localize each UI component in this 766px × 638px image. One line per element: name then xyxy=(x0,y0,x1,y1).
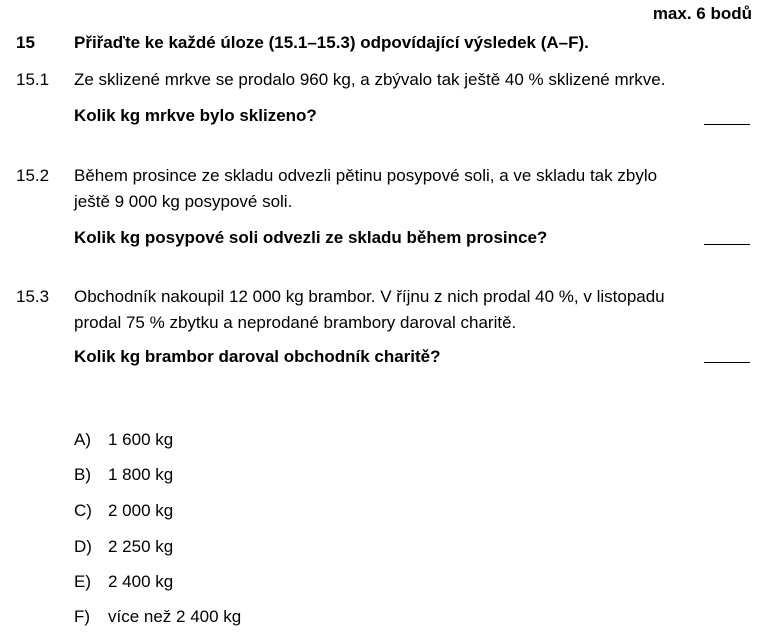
option-letter: E) xyxy=(74,572,91,591)
problem-text-line: Ze sklizené mrkve se prodalo 960 kg, a zbývalo tak ještě 40 % sklizené mrkve. xyxy=(74,70,666,89)
option-letter: C) xyxy=(74,501,92,520)
problem-text-line: ještě 9 000 kg posypové soli. xyxy=(74,192,293,211)
task-instruction: Přiřaďte ke každé úloze (15.1–15.3) odpovídající výsledek (A–F). xyxy=(74,33,589,52)
problem-number: 15.1 xyxy=(16,70,50,89)
option-value: 1 800 kg xyxy=(108,465,174,484)
option-letter: B) xyxy=(74,465,91,484)
option-value: 2 400 kg xyxy=(108,572,174,591)
option-value: více než 2 400 kg xyxy=(108,607,242,626)
option-letter: D) xyxy=(74,537,92,556)
option-value: 1 600 kg xyxy=(108,430,174,449)
problem-question: Kolik kg brambor daroval obchodník charitě? xyxy=(74,347,441,366)
task-number: 15 xyxy=(16,33,35,52)
option-letter: F) xyxy=(74,607,91,626)
problem-question: Kolik kg mrkve bylo sklizeno? xyxy=(74,106,317,125)
max-points-label: max. 6 bodů xyxy=(652,4,752,23)
option-value: 2 250 kg xyxy=(108,537,174,556)
option-letter: A) xyxy=(74,430,91,449)
problem-text-line: Během prosince ze skladu odvezli pětinu posypové soli, a ve skladu tak zbylo xyxy=(74,166,658,185)
answer-blank[interactable] xyxy=(704,244,750,245)
answer-blank[interactable] xyxy=(704,362,750,363)
problem-text-line: Obchodník nakoupil 12 000 kg brambor. V říjnu z nich prodal 40 %, v listopadu xyxy=(74,287,665,306)
answer-blank[interactable] xyxy=(704,124,750,125)
problem-question: Kolik kg posypové soli odvezli ze skladu během prosince? xyxy=(74,228,548,247)
option-value: 2 000 kg xyxy=(108,501,174,520)
problem-number: 15.2 xyxy=(16,166,50,185)
problem-text-line: prodal 75 % zbytku a neprodané brambory daroval charitě. xyxy=(74,313,517,332)
problem-number: 15.3 xyxy=(16,287,50,306)
